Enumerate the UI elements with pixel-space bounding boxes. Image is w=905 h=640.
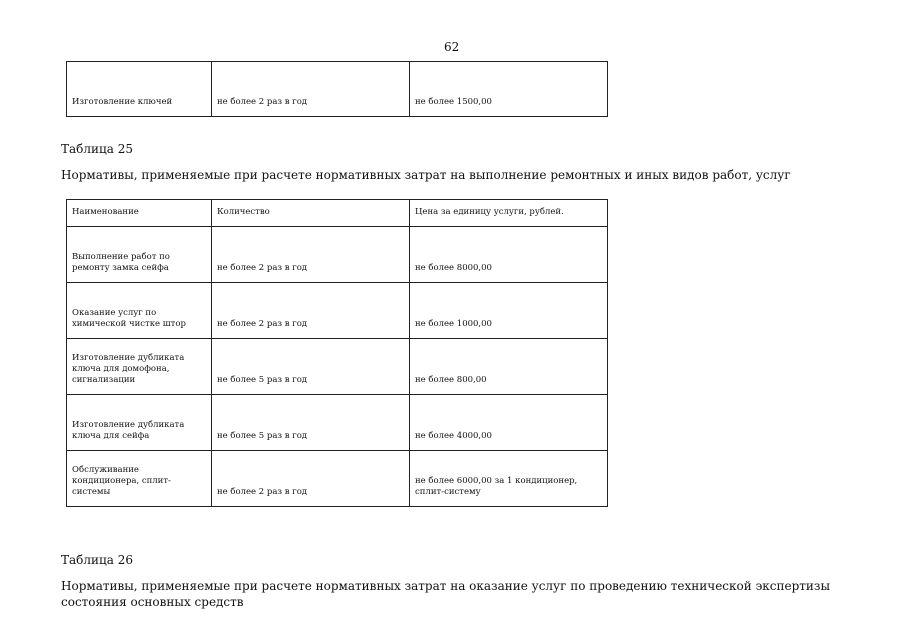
table-cell: не более 800,00 — [410, 339, 608, 395]
table-cell: не более 4000,00 — [410, 395, 608, 451]
table-cell: не более 5 раз в год — [212, 339, 410, 395]
page-number: 62 — [444, 40, 460, 54]
table-header-row — [67, 200, 608, 227]
table25 — [66, 199, 608, 507]
table-cell: Оказание услуг по химической чистке штор — [67, 283, 212, 339]
table25-caption: Таблица 25 — [61, 142, 133, 156]
header-cell: Цена за единицу услуги, рублей. — [410, 200, 608, 227]
table-cell: Обслуживание кондиционера, сплит-системы — [67, 451, 212, 507]
table-cell: не более 1000,00 — [410, 283, 608, 339]
table-row — [67, 62, 608, 117]
table-cell: не более 2 раз в год — [212, 451, 410, 507]
table-row — [67, 227, 608, 283]
table-cell: не более 6000,00 за 1 кондиционер, сплит-систему — [410, 451, 608, 507]
table-cell: не более 1500,00 — [410, 62, 608, 117]
table-cell: Изготовление ключей — [67, 62, 212, 117]
table-cell: не более 2 раз в год — [212, 283, 410, 339]
table-cell: Выполнение работ по ремонту замка сейфа — [67, 227, 212, 283]
header-cell: Наименование — [67, 200, 212, 227]
header-cell: Количество — [212, 200, 410, 227]
table25-title: Нормативы, применяемые при расчете нормативных затрат на выполнение ремонтных и иных видов работ, услуг — [61, 168, 791, 182]
table-cell: не более 8000,00 — [410, 227, 608, 283]
table-cell: не более 5 раз в год — [212, 395, 410, 451]
table-cell: Изготовление дубликата ключа для домофона, сигнализации — [67, 339, 212, 395]
table-cell: Изготовление дубликата ключа для сейфа — [67, 395, 212, 451]
table26-caption: Таблица 26 — [61, 553, 133, 567]
table-row — [67, 339, 608, 395]
table-row — [67, 451, 608, 507]
table-row — [67, 395, 608, 451]
table-cell: не более 2 раз в год — [212, 227, 410, 283]
table26-title: Нормативы, применяемые при расчете нормативных затрат на оказание услуг по проведению технической экспертизы состояния основных средств — [61, 579, 831, 609]
table-row — [67, 283, 608, 339]
table-cell: не более 2 раз в год — [212, 62, 410, 117]
continued-table — [66, 61, 608, 117]
